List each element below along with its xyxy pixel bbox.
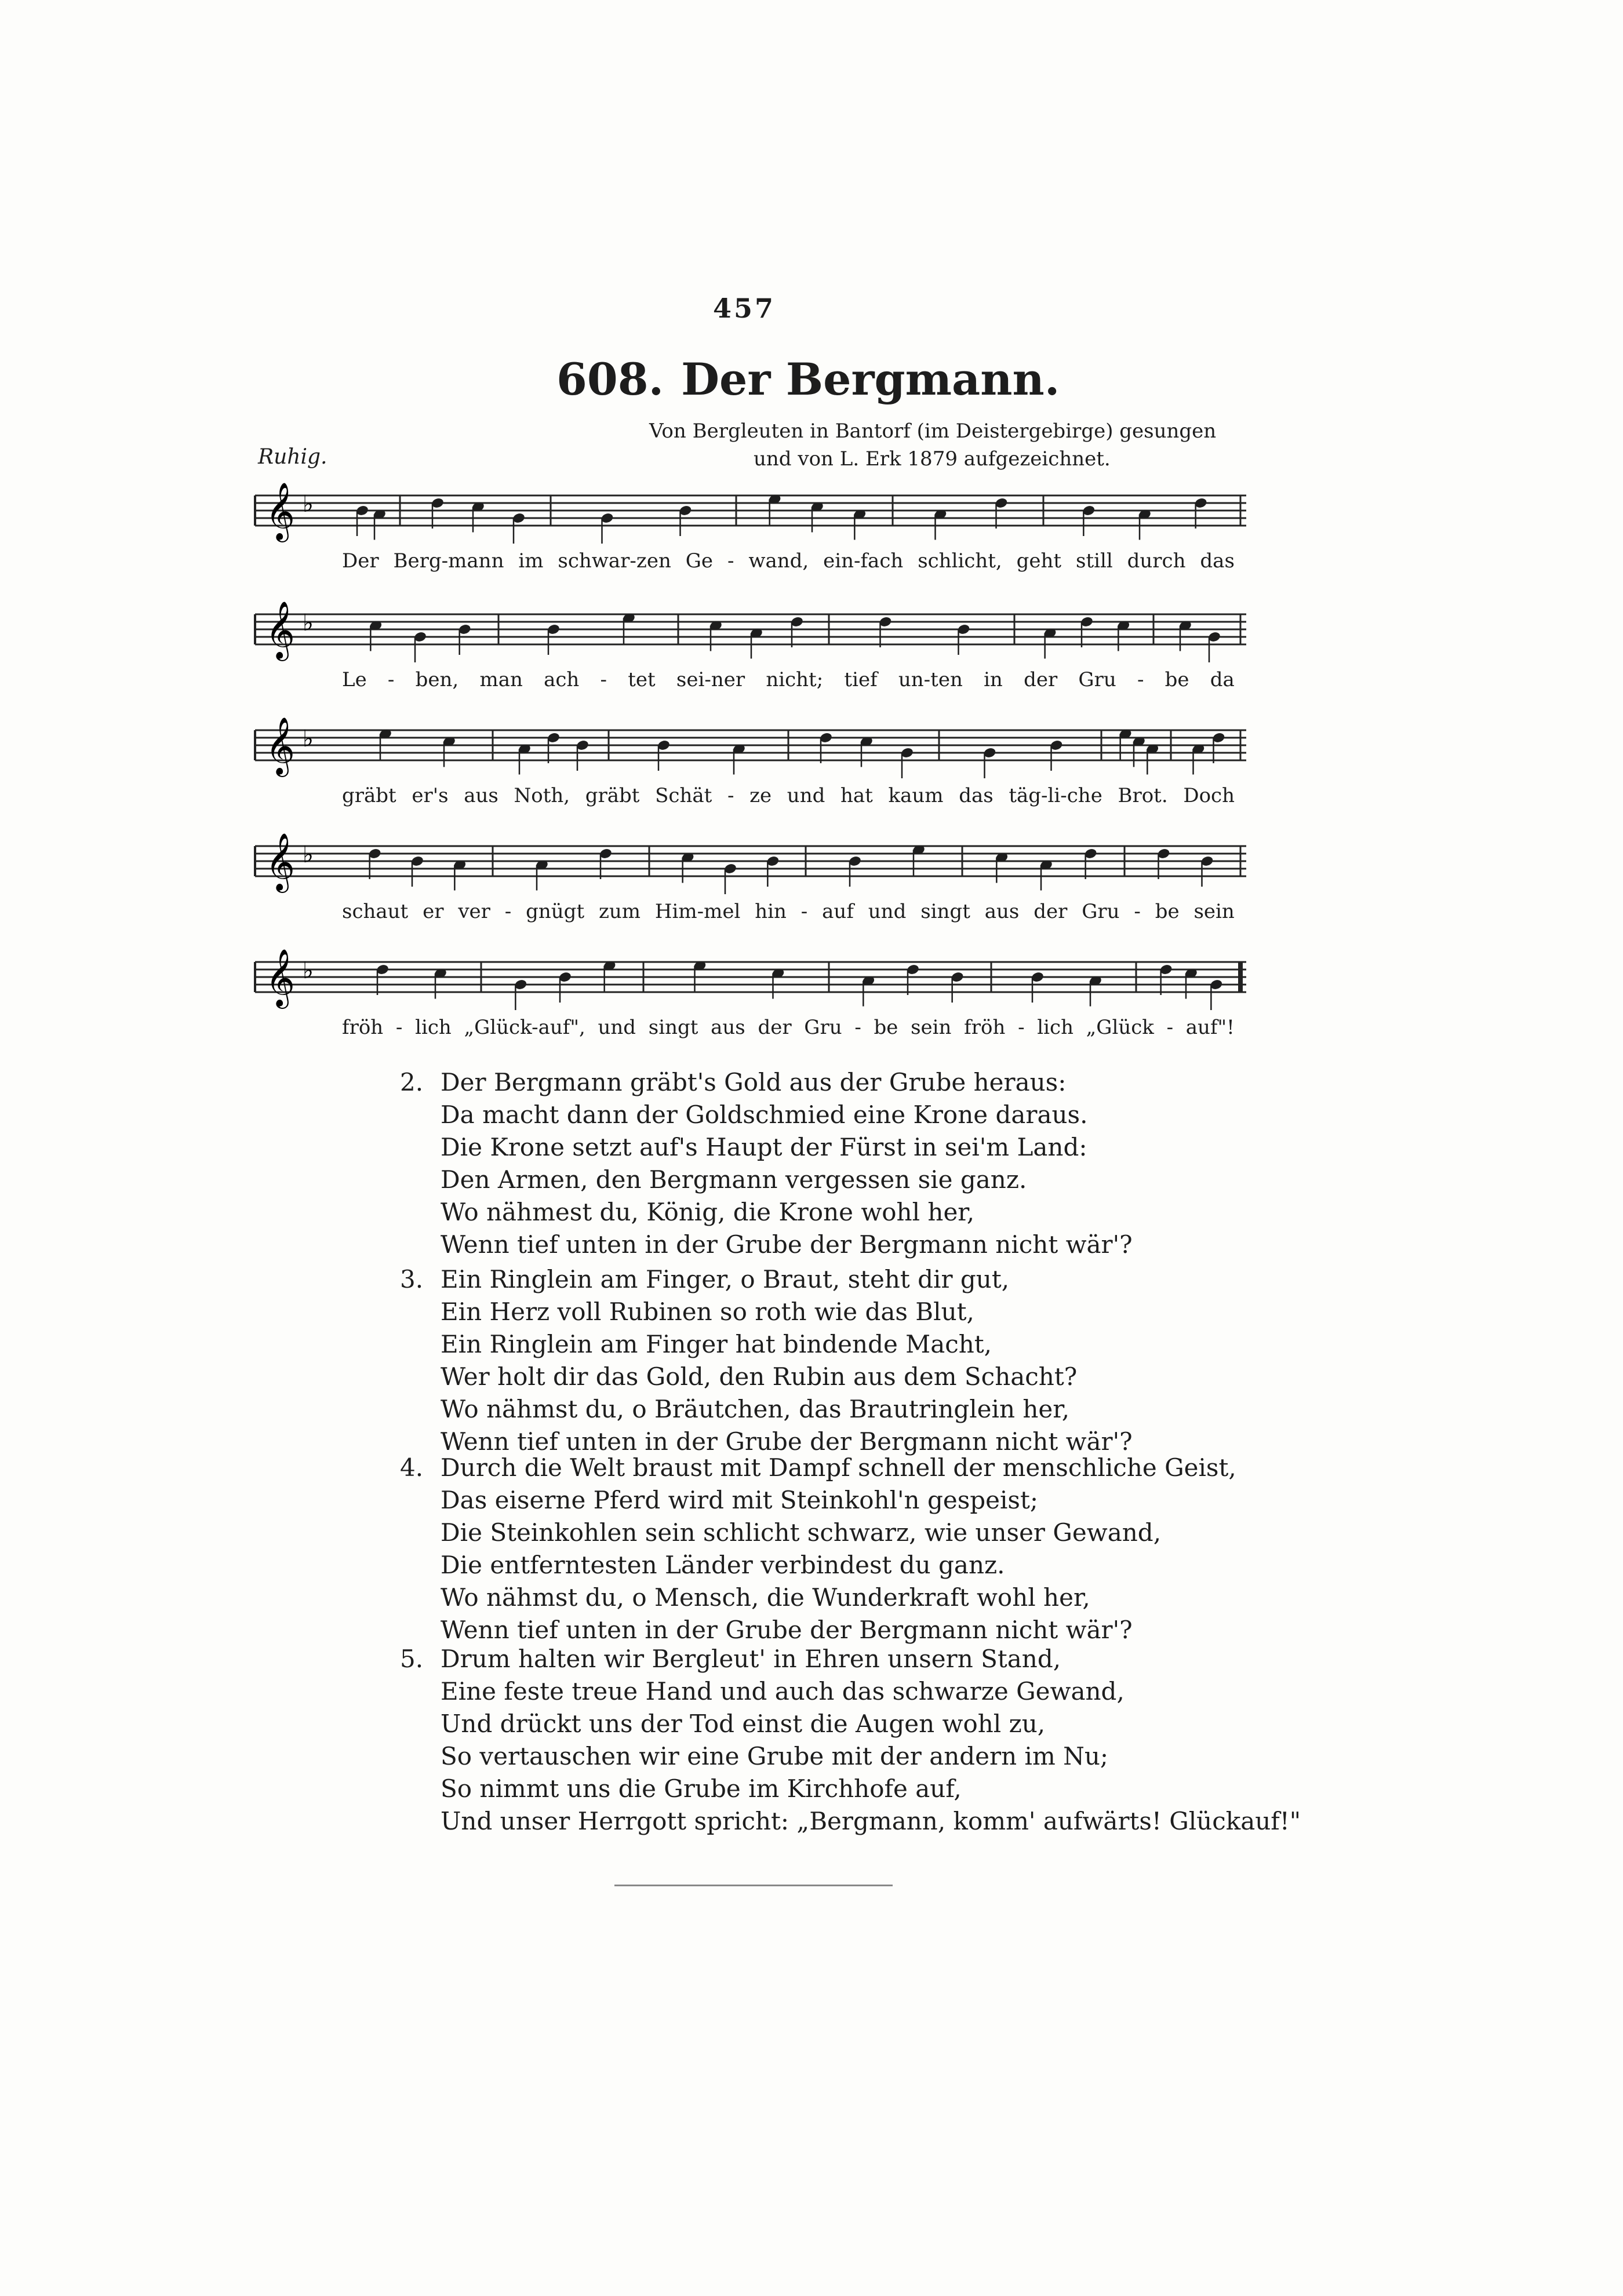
- source-line-2: und von L. Erk 1879 aufgezeichnet.: [754, 447, 1111, 471]
- stanza-number: 5.: [400, 1645, 424, 1673]
- stanza-line: Wenn tief unten in der Grube der Bergmann nicht wär'?: [441, 1230, 1133, 1259]
- lyric-syllable: Noth,: [514, 784, 570, 807]
- lyric-syllable: fröh: [964, 1016, 1006, 1039]
- stanza-line: So vertauschen wir eine Grube mit der andern im Nu;: [441, 1742, 1109, 1770]
- song-heading: [556, 353, 1060, 405]
- lyric-syllable: lich: [415, 1016, 452, 1039]
- lyric-syllable: „Glück-auf",: [464, 1016, 585, 1039]
- stanza-number: 3.: [400, 1265, 424, 1293]
- stanza-line: Ein Ringlein am Finger hat bindende Macht,: [441, 1330, 992, 1358]
- lyric-syllable: gnügt: [526, 900, 585, 923]
- lyric-syllable: sei-ner: [676, 668, 745, 691]
- lyric-syllable: nicht;: [766, 668, 824, 691]
- lyric-syllable: schaut: [342, 900, 409, 923]
- lyric-syllable: der: [758, 1016, 792, 1039]
- lyric-syllable: Le: [342, 668, 367, 691]
- stanza-4: [400, 1452, 1236, 1646]
- lyric-syllable: schlicht,: [918, 549, 1002, 573]
- lyrics-line-2: [249, 668, 1252, 691]
- lyric-syllable: geht: [1016, 549, 1062, 573]
- lyric-syllable: und: [787, 784, 825, 807]
- stanza-3: [400, 1263, 1133, 1458]
- stanza-line: Ein Ringlein am Finger, o Braut, steht dir gut,: [441, 1265, 1010, 1293]
- lyric-syllable: be: [1155, 900, 1180, 923]
- key-flat-sign: ♭: [303, 841, 314, 868]
- music-system-4: [249, 832, 1252, 923]
- stanza-line: Eine feste treue Hand und auch das schwarze Gewand,: [441, 1677, 1125, 1705]
- stanza-number: 4.: [400, 1453, 424, 1482]
- lyric-syllable: lich: [1037, 1016, 1073, 1039]
- lyric-syllable: „Glück: [1086, 1016, 1154, 1039]
- stanza-line: Wo nähmst du, o Bräutchen, das Brautringlein her,: [441, 1395, 1070, 1423]
- lyric-syllable: gräbt: [342, 784, 396, 807]
- lyric-syllable: Him-mel: [654, 900, 741, 923]
- source-line-1: Von Bergleuten in Bantorf (im Deistergebirge) gesungen: [649, 420, 1217, 443]
- lyric-syllable: man: [479, 668, 523, 691]
- key-flat-sign: ♭: [303, 726, 314, 752]
- lyric-syllable: und: [868, 900, 907, 923]
- lyric-syllable: im: [518, 549, 544, 573]
- song-title: Der Bergmann.: [681, 353, 1060, 405]
- lyric-syllable: -: [1166, 1016, 1174, 1039]
- lyric-syllable: -: [395, 1016, 403, 1039]
- lyric-syllable: hin: [755, 900, 787, 923]
- music-system-2: [249, 600, 1252, 691]
- lyric-syllable: still: [1076, 549, 1113, 573]
- lyric-syllable: be: [874, 1016, 898, 1039]
- stanza-line: Wenn tief unten in der Grube der Bergmann nicht wär'?: [441, 1427, 1133, 1456]
- stanza-line: Drum halten wir Bergleut' in Ehren unsern Stand,: [441, 1645, 1061, 1673]
- key-flat-sign: ♭: [303, 491, 314, 517]
- lyric-syllable: -: [854, 1016, 861, 1039]
- treble-clef: 𝄞: [265, 601, 295, 659]
- stanza-line: Die Krone setzt auf's Haupt der Fürst in sei'm Land:: [441, 1133, 1087, 1161]
- lyric-syllable: schwar-zen: [558, 549, 671, 573]
- stanza-line: Wo nähmst du, o Mensch, die Wunderkraft wohl her,: [441, 1583, 1090, 1612]
- lyric-syllable: -: [727, 549, 734, 573]
- stanza-line: Und drückt uns der Tod einst die Augen wohl zu,: [441, 1710, 1046, 1738]
- lyric-syllable: sein: [1193, 900, 1235, 923]
- lyric-syllable: -: [1018, 1016, 1025, 1039]
- lyric-syllable: gräbt: [585, 784, 640, 807]
- lyric-syllable: tief: [844, 668, 878, 691]
- stanza-line: So nimmt uns die Grube im Kirchhofe auf,: [441, 1774, 962, 1803]
- music-system-5: [249, 947, 1252, 1039]
- lyric-syllable: ver: [458, 900, 490, 923]
- stanza-5: [400, 1643, 1301, 1838]
- lyric-syllable: -: [800, 900, 808, 923]
- end-rule: [614, 1885, 893, 1886]
- lyric-syllable: ze: [749, 784, 772, 807]
- stanza-number: 2.: [400, 1068, 424, 1096]
- lyric-syllable: Gru: [1082, 900, 1120, 923]
- lyric-syllable: der: [1024, 668, 1058, 691]
- lyric-syllable: singt: [648, 1016, 698, 1039]
- source-note: [649, 417, 1216, 473]
- lyrics-line-3: [249, 784, 1252, 807]
- lyric-syllable: kaum: [888, 784, 944, 807]
- lyric-syllable: der: [1034, 900, 1068, 923]
- lyric-syllable: täg-li-che: [1009, 784, 1102, 807]
- lyric-syllable: durch: [1127, 549, 1186, 573]
- lyric-syllable: das: [1200, 549, 1235, 573]
- lyric-syllable: Doch: [1183, 784, 1235, 807]
- lyric-syllable: auf"!: [1185, 1016, 1235, 1039]
- stanza-line: Die entferntesten Länder verbindest du ganz.: [441, 1551, 1005, 1579]
- stanza-line: Und unser Herrgott spricht: „Bergmann, komm' aufwärts! Glückauf!": [441, 1807, 1301, 1835]
- lyric-syllable: zum: [598, 900, 641, 923]
- song-number: 608.: [556, 353, 664, 405]
- lyric-syllable: er: [423, 900, 444, 923]
- lyric-syllable: aus: [711, 1016, 745, 1039]
- lyric-syllable: tet: [628, 668, 656, 691]
- lyric-syllable: un-ten: [898, 668, 963, 691]
- lyric-syllable: er's: [412, 784, 449, 807]
- lyric-syllable: be: [1165, 668, 1189, 691]
- lyric-syllable: -: [600, 668, 607, 691]
- stanza-line: Wo nähmest du, König, die Krone wohl her,: [441, 1198, 975, 1226]
- lyric-syllable: -: [727, 784, 734, 807]
- stanza-line: Ein Herz voll Rubinen so roth wie das Blut,: [441, 1298, 974, 1326]
- treble-clef: 𝄞: [265, 482, 295, 540]
- stanza-line: Den Armen, den Bergmann vergessen sie ganz.: [441, 1165, 1027, 1194]
- lyric-syllable: Brot.: [1118, 784, 1168, 807]
- lyric-syllable: fröh: [342, 1016, 384, 1039]
- lyric-syllable: Berg-mann: [393, 549, 504, 573]
- treble-clef: 𝄞: [265, 949, 295, 1007]
- lyrics-line-1: [249, 549, 1252, 573]
- stanza-line: Wenn tief unten in der Grube der Bergmann nicht wär'?: [441, 1616, 1133, 1644]
- lyric-syllable: Gru: [804, 1016, 842, 1039]
- music-system-3: [249, 716, 1252, 807]
- key-flat-sign: ♭: [303, 957, 314, 984]
- lyric-syllable: ach: [544, 668, 580, 691]
- lyric-syllable: da: [1210, 668, 1235, 691]
- lyric-syllable: Schät: [655, 784, 712, 807]
- stanza-line: Das eiserne Pferd wird mit Steinkohl'n gespeist;: [441, 1486, 1039, 1514]
- lyric-syllable: Der: [342, 549, 379, 573]
- stanza-2: [400, 1066, 1133, 1261]
- lyric-syllable: ein-fach: [823, 549, 904, 573]
- lyric-syllable: -: [387, 668, 395, 691]
- lyric-syllable: auf: [822, 900, 854, 923]
- music-system-1: [249, 481, 1252, 573]
- stanza-line: Der Bergmann gräbt's Gold aus der Grube heraus:: [441, 1068, 1067, 1096]
- lyric-syllable: ben,: [415, 668, 459, 691]
- lyric-syllable: wand,: [748, 549, 809, 573]
- tempo-marking: Ruhig.: [258, 445, 327, 469]
- lyric-syllable: hat: [840, 784, 873, 807]
- stanza-line: Wer holt dir das Gold, den Rubin aus dem Schacht?: [441, 1362, 1078, 1391]
- lyric-syllable: -: [1134, 900, 1141, 923]
- lyric-syllable: und: [598, 1016, 636, 1039]
- stanza-line: Durch die Welt braust mit Dampf schnell der menschliche Geist,: [441, 1453, 1236, 1482]
- page-number: 457: [713, 293, 776, 324]
- lyric-syllable: aus: [464, 784, 498, 807]
- lyric-syllable: aus: [984, 900, 1020, 923]
- lyric-syllable: in: [984, 668, 1003, 691]
- lyric-syllable: singt: [920, 900, 970, 923]
- lyric-syllable: -: [504, 900, 512, 923]
- stanza-line: Die Steinkohlen sein schlicht schwarz, wie unser Gewand,: [441, 1518, 1162, 1547]
- lyric-syllable: Ge: [685, 549, 714, 573]
- lyric-syllable: -: [1137, 668, 1144, 691]
- lyrics-line-4: [249, 900, 1252, 923]
- treble-clef: 𝄞: [265, 717, 295, 775]
- key-flat-sign: ♭: [303, 610, 314, 636]
- lyrics-line-5: [249, 1016, 1252, 1039]
- lyric-syllable: sein: [911, 1016, 952, 1039]
- lyric-syllable: das: [959, 784, 994, 807]
- treble-clef: 𝄞: [265, 833, 295, 891]
- lyric-syllable: Gru: [1078, 668, 1116, 691]
- stanza-line: Da macht dann der Goldschmied eine Krone daraus.: [441, 1100, 1088, 1129]
